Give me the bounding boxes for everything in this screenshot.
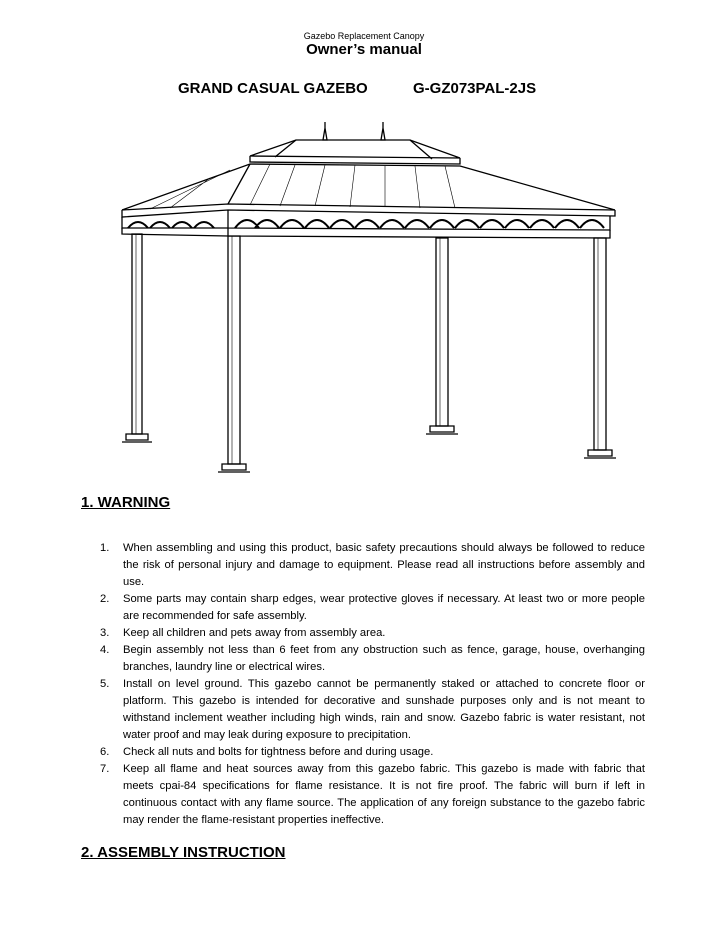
- document-subtitle: Gazebo Replacement Canopy: [303, 31, 425, 41]
- list-item: 3. Keep all children and pets away from assembly area.: [100, 627, 386, 639]
- list-item: 4. Begin assembly not less than 6 feet from any obstruction such as fence, garage, house, overhanging branches, laundry line or electrical wires.: [100, 644, 645, 673]
- model-name: GRAND CASUAL GAZEBO: [178, 80, 368, 97]
- gazebo-illustration-icon: [110, 110, 630, 480]
- model-code: G-GZ073PAL-2JS: [413, 80, 537, 97]
- list-item: 5. Install on level ground. This gazebo cannot be permanently staked or attached to concrete floor or platform. This gazebo is intended for decorative and sunshade purposes only and is not meant to withstand inclement weather including high winds, rain and snow. Gazebo fabric is water resistant, not water proof and may leak during exposure to precipitation.: [100, 678, 645, 741]
- list-item: 6. Check all nuts and bolts for tightness before and during usage.: [100, 746, 434, 758]
- manual-title: Owner’s manual: [306, 41, 422, 58]
- warning-heading: 1. WARNING: [81, 494, 171, 511]
- warning-list: [100, 540, 645, 829]
- assembly-heading: 2. ASSEMBLY INSTRUCTION: [81, 844, 286, 861]
- list-item: 7. Keep all flame and heat sources away from this gazebo fabric. This gazebo is made with fabric that meets cpai-84 specifications for flame resistance. It is not fire proof. The fabric will burn if left in continuous contact with any flame source. The application of any foreign substance to the gazebo fabric may render the flame-resistant properties ineffective.: [100, 763, 645, 826]
- list-item: 2. Some parts may contain sharp edges, wear protective gloves if necessary. At least two or more people are recommended for safe assembly.: [100, 593, 645, 622]
- list-item: 1. When assembling and using this product, basic safety precautions should always be followed to reduce the risk of personal injury and damage to equipment. Please read all instructions before assembly and use.: [100, 542, 645, 588]
